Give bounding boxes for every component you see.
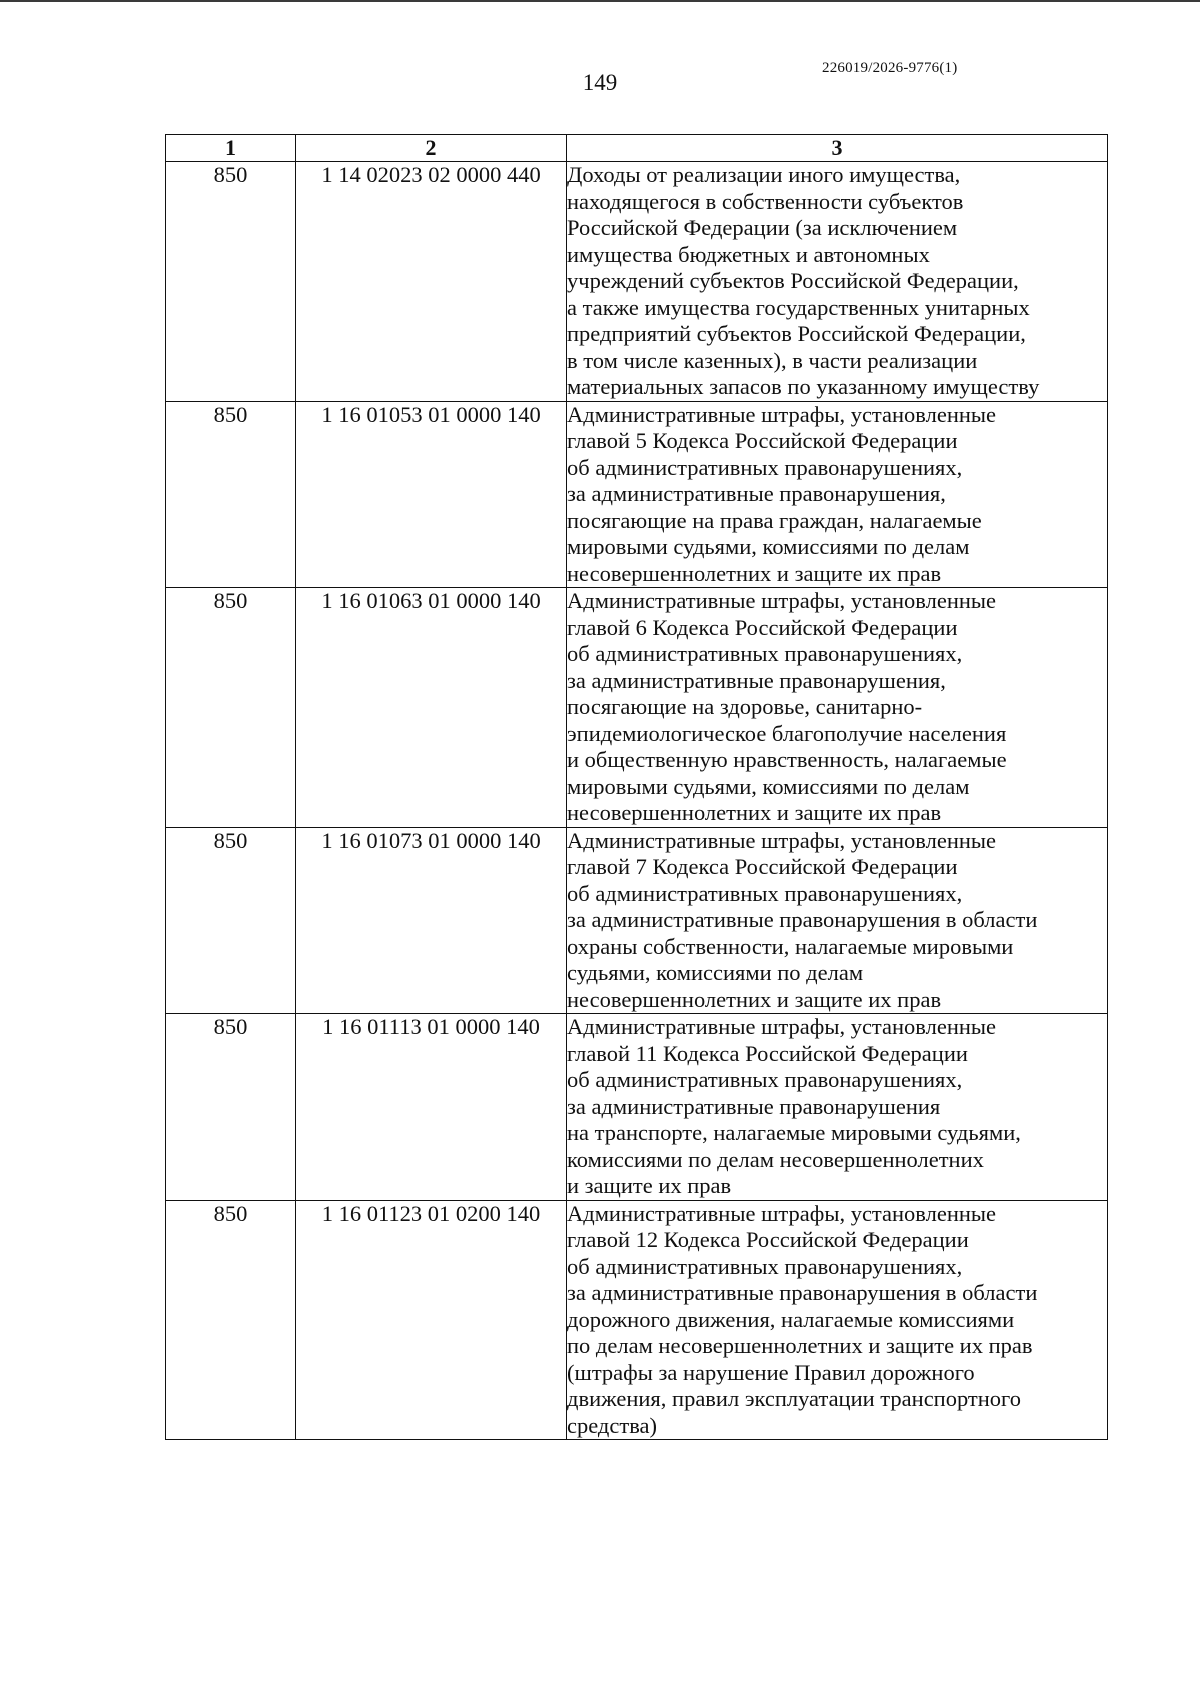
admin-code-cell: 850 — [166, 1200, 296, 1440]
table-row — [166, 1014, 1108, 1201]
document-id: 226019/2026-9776(1) — [822, 60, 958, 76]
description-line: за административные правонарушения — [567, 1093, 941, 1119]
description-line: мировыми судьями, комиссиями по делам — [567, 534, 970, 559]
description-line: материальных запасов по указанному имуществу — [567, 374, 1040, 399]
description-line: движения, правил эксплуатации транспортного — [567, 1386, 1021, 1411]
admin-code-cell: 850 — [166, 588, 296, 828]
description-line: главой 6 Кодекса Российской Федерации — [567, 614, 958, 640]
description-line: главой 5 Кодекса Российской Федерации — [567, 428, 958, 453]
description-cell — [567, 162, 1108, 402]
description-line: несовершеннолетних и защите их прав — [567, 800, 942, 825]
description-line: об административных правонарушениях, — [567, 880, 963, 906]
description-line: находящегося в собственности субъектов — [567, 188, 964, 214]
description-line: и общественную нравственность, налагаемые — [567, 747, 1007, 772]
description-line: по делам несовершеннолетних и защите их прав — [567, 1333, 1033, 1358]
table-row — [166, 1200, 1108, 1440]
description-cell — [567, 1200, 1108, 1440]
description-line: об административных правонарушениях, — [567, 1253, 963, 1279]
description-line: Административные штрафы, установленные — [567, 827, 997, 853]
description-line: дорожного движения, налагаемые комиссиями — [567, 1306, 1015, 1332]
description-line: комиссиями по делам несовершеннолетних — [567, 1146, 984, 1172]
description-line: Административные штрафы, установленные — [567, 588, 997, 613]
page-top-edge — [0, 0, 1200, 2]
description-line: мировыми судьями, комиссиями по делам — [567, 773, 970, 799]
description-line: Административные штрафы, установленные — [567, 1014, 997, 1039]
table-body — [166, 162, 1108, 1440]
table-row — [166, 588, 1108, 828]
budget-code-cell: 1 14 02023 02 0000 440 — [296, 162, 567, 402]
description-cell — [567, 827, 1108, 1014]
budget-code-cell: 1 16 01113 01 0000 140 — [296, 1014, 567, 1201]
description-line: и защите их прав — [567, 1173, 732, 1198]
description-line: главой 11 Кодекса Российской Федерации — [567, 1040, 968, 1066]
description-line: несовершеннолетних и защите их прав — [567, 560, 942, 586]
description-line: охраны собственности, налагаемые мировыми — [567, 933, 1014, 959]
description-line: посягающие на здоровье, санитарно- — [567, 694, 923, 719]
description-line: об административных правонарушениях, — [567, 641, 963, 666]
description-line: Российской Федерации (за исключением — [567, 215, 958, 240]
table-header-row — [166, 135, 1108, 162]
description-line: в том числе казенных), в части реализации — [567, 347, 978, 373]
description-line: за административные правонарушения в области — [567, 907, 1038, 932]
description-cell — [567, 588, 1108, 828]
budget-code-cell: 1 16 01073 01 0000 140 — [296, 827, 567, 1014]
description-line: Административные штрафы, установленные — [567, 1200, 997, 1226]
description-line: предприятий субъектов Российской Федерации, — [567, 321, 1026, 346]
description-line: средства) — [567, 1412, 657, 1438]
description-line: за административные правонарушения, — [567, 481, 946, 506]
table-row — [166, 401, 1108, 588]
budget-code-cell: 1 16 01123 01 0200 140 — [296, 1200, 567, 1440]
description-line: судьями, комиссиями по делам — [567, 960, 864, 985]
admin-code-cell: 850 — [166, 827, 296, 1014]
description-line: об административных правонарушениях, — [567, 454, 963, 480]
description-line: посягающие на права граждан, налагаемые — [567, 507, 982, 533]
column-header-1: 1 — [166, 135, 296, 162]
description-line: а также имущества государственных унитарных — [567, 294, 1030, 320]
description-cell — [567, 401, 1108, 588]
description-line: главой 7 Кодекса Российской Федерации — [567, 854, 958, 879]
revenue-codes-table — [165, 134, 1108, 1440]
description-line: об административных правонарушениях, — [567, 1067, 963, 1092]
description-line: на транспорте, налагаемые мировыми судьями, — [567, 1120, 1021, 1145]
admin-code-cell: 850 — [166, 1014, 296, 1201]
description-line: несовершеннолетних и защите их прав — [567, 986, 942, 1012]
budget-code-cell: 1 16 01063 01 0000 140 — [296, 588, 567, 828]
description-line: (штрафы за нарушение Правил дорожного — [567, 1359, 975, 1385]
description-line: эпидемиологическое благополучие населения — [567, 720, 1007, 746]
budget-code-cell: 1 16 01053 01 0000 140 — [296, 401, 567, 588]
description-line: Административные штрафы, установленные — [567, 401, 997, 427]
description-line: имущества бюджетных и автономных — [567, 241, 930, 267]
table-row — [166, 827, 1108, 1014]
description-line: учреждений субъектов Российской Федерации, — [567, 268, 1019, 293]
description-line: Доходы от реализации иного имущества, — [567, 162, 961, 187]
admin-code-cell: 850 — [166, 401, 296, 588]
description-line: за административные правонарушения в области — [567, 1280, 1038, 1305]
description-line: за административные правонарушения, — [567, 667, 946, 693]
description-cell — [567, 1014, 1108, 1201]
admin-code-cell: 850 — [166, 162, 296, 402]
column-header-3: 3 — [567, 135, 1108, 162]
column-header-2: 2 — [296, 135, 567, 162]
table-row — [166, 162, 1108, 402]
description-line: главой 12 Кодекса Российской Федерации — [567, 1227, 969, 1252]
page-number: 149 — [582, 70, 618, 95]
